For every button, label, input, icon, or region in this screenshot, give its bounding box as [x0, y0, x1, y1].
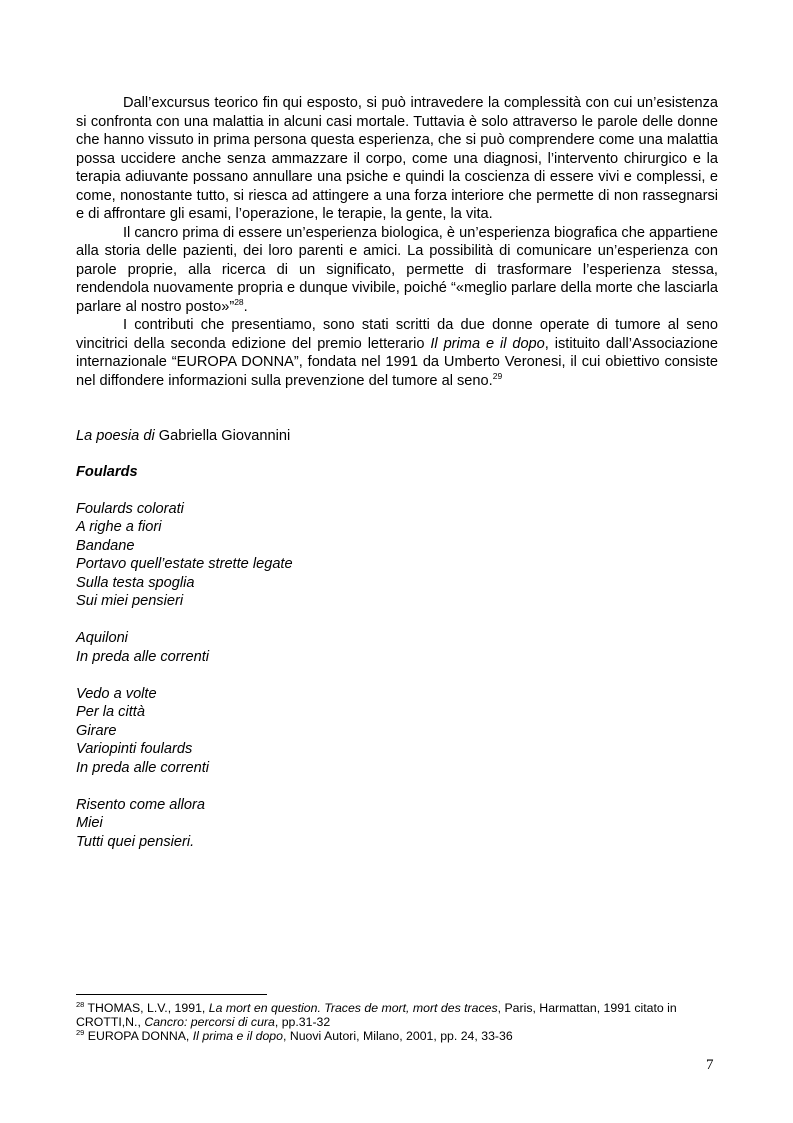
poem-line: In preda alle correnti: [76, 648, 210, 665]
footnote-text: , Paris, Harmattan, 1991 citato in CROTTI,N.,: [76, 1001, 677, 1029]
footnote-29: [76, 1029, 718, 1043]
poem-line: Girare: [76, 722, 117, 739]
paragraph-2: [76, 224, 718, 317]
paragraph-1: [76, 94, 718, 224]
footnote-number: 28: [76, 1000, 85, 1009]
poem-intro: [76, 427, 718, 446]
poem-line: Bandane: [76, 537, 135, 554]
footnote-title: Il prima e il dopo: [192, 1029, 283, 1043]
footnote-divider: [76, 994, 267, 995]
footnote-28: [76, 1001, 718, 1029]
poem-line: A righe a fiori: [76, 519, 162, 535]
footnote-text: EUROPA DONNA,: [84, 1029, 193, 1043]
poem-line: Risento come allora: [76, 796, 205, 813]
poem-line: Per la città: [76, 704, 145, 720]
poem-intro-label: La poesia di: [76, 428, 155, 444]
poem-line: Aquiloni: [76, 630, 128, 646]
footnotes: [76, 994, 718, 1043]
footnote-text: THOMAS, L.V., 1991,: [84, 1001, 209, 1015]
poem-stanza-3: [76, 685, 718, 778]
poem-line: Variopinti foulards: [76, 741, 193, 757]
footnote-ref-28: 28: [234, 296, 244, 307]
poem-line: Miei: [76, 815, 103, 831]
footnote-ref-29: 29: [492, 370, 503, 381]
footnote-title: Cancro: percorsi di cura: [144, 1015, 275, 1029]
poem-line: Sulla testa spoglia: [76, 574, 195, 591]
paragraph-3-title: Il prima e il dopo: [430, 335, 545, 352]
paragraph-3: [76, 316, 718, 390]
poem-stanza-4: [76, 796, 718, 852]
footnote-text: , Nuovi Autori, Milano, 2001, pp. 24, 33-36: [283, 1029, 513, 1043]
poem-line: Vedo a volte: [76, 685, 157, 702]
page-number: 7: [706, 1057, 714, 1073]
paragraph-3-text-a: I contributi che presentiamo, sono stati scritti da due donne operate di tumore al seno vincitrici della seconda edizione del premio letterario: [76, 317, 718, 352]
footnote-number: 29: [76, 1028, 85, 1037]
poem-line: Sui miei pensieri: [76, 593, 184, 609]
poem-author: Gabriella Giovannini: [154, 428, 291, 444]
paragraph-1-text: Dall’excursus teorico fin qui esposto, si può intravedere la complessità con cui un’esistenza si confronta con una malattia in alcuni casi mortale. Tuttavia è solo attraverso le parole delle donne che hanno vissuto in prima persona questa esperienza, che si può comprendere come una malattia possa uccidere anche senza ammazzare il corpo, come una diagnosi, l’intervento chirurgico e la terapia adiuvante possano annullare una psiche e quindi la coscienza di essere vivi e complessi, e come, nonostante tutto, si riesca ad attingere a una forza interiore che permette di non rassegnarsi e di affrontare gli esami, l’operazione, le terapie, la gente, la vita.: [76, 95, 718, 222]
poem-line: Portavo quell’estate strette legate: [76, 556, 293, 572]
paragraph-2-text: Il cancro prima di essere un’esperienza biologica, è un’esperienza biografica che appartiene alla storia delle pazienti, dei loro parenti e amici. La possibilità di comunicare un’esperienza con parole proprie, alla ricerca di un significato, permette di trasformare l’esperienza stessa, rendendola nuovamente propria e dunque vivibile, poiché “«meglio parlare della morte che lasciarla parlare al nostro posto»”: [76, 224, 718, 315]
poem-stanza-2: [76, 629, 718, 666]
poem-line: Tutti quei pensieri.: [76, 833, 195, 850]
poem-title: Foulards: [76, 463, 138, 480]
poem-line: In preda alle correnti: [76, 759, 210, 776]
footnote-title: La mort en question. Traces de mort, mort des traces: [208, 1001, 498, 1015]
footnote-text: , pp.31-32: [274, 1015, 331, 1029]
poem-line: Foulards colorati: [76, 500, 184, 517]
document-body: [76, 94, 718, 851]
paragraph-2-end: .: [243, 298, 248, 315]
paragraph-3-text-b: , istituito dall’Associazione internazionale “EUROPA DONNA”, fondata nel 1991 da Umberto Veronesi, il cui obiettivo consiste nel diffondere informazioni sulla prevenzione del tumore al seno.: [76, 335, 719, 389]
poem-stanza-1: [76, 500, 718, 611]
